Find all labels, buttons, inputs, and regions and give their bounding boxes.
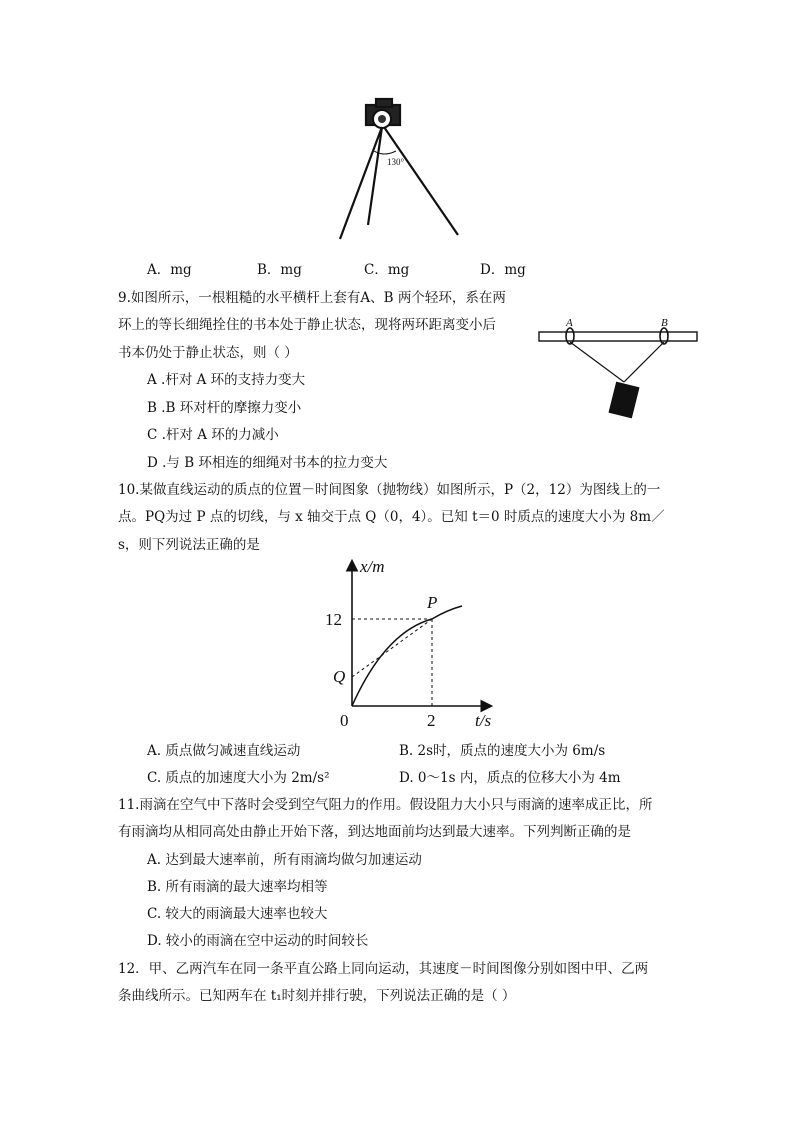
q11-option-d: D. 较小的雨滴在空中运动的时间较长 (147, 933, 369, 949)
q11-option-b: B. 所有雨滴的最大速率均相等 (147, 879, 328, 895)
tripod-figure (330, 95, 470, 245)
xt-graph-figure (325, 552, 505, 732)
q9-stem-line-2: 环上的等长细绳拴住的书本处于静止状态，现将两环距离变小后 (118, 317, 496, 333)
q12-stem-line-1: 12．甲、乙两汽车在同一条平直公路上同向运动，其速度－时间图像分别如图中甲、乙两 (118, 961, 649, 977)
q9-option-d: D .与 B 环相连的细绳对书本的拉力变大 (147, 455, 388, 471)
point-p-label: P (427, 593, 438, 612)
ring-b-label: B (661, 317, 668, 329)
tripod-angle-label: 130° (387, 157, 405, 167)
q11-stem-line-2: 有雨滴均从相同高处由静止开始下落，到达地面前均达到最大速率。下列判断正确的是 (118, 824, 631, 840)
y-axis-label: x/m (360, 557, 385, 576)
q12-stem-line-2: 条曲线所示。已知两车在 t₁时刻并排行驶，下列说法正确的是（ ） (118, 988, 516, 1004)
q9-stem-line-1: 9.如图所示，一根粗糙的水平横杆上套有A、B 两个轻环，系在两 (118, 290, 506, 306)
point-q-label: Q (333, 667, 346, 686)
q8-option-a: A．mg (147, 262, 192, 278)
x-axis-label: t/s (475, 711, 492, 730)
x-tick-2: 2 (427, 711, 436, 730)
y-tick-12: 12 (325, 610, 342, 629)
q10-option-c: C. 质点的加速度大小为 2m/s² (147, 770, 330, 786)
q10-stem-line-2: 点。PQ为过 P 点的切线，与 x 轴交于点 Q（0，4）。已知 t＝0 时质点的速度大小为 8m／ (118, 509, 665, 525)
tangent-pq (352, 619, 432, 677)
q11-option-c: C. 较大的雨滴最大速率也较大 (147, 906, 328, 922)
position-curve (352, 606, 462, 706)
ring-a-label: A (566, 317, 573, 329)
q9-option-a: A .杆对 A 环的支持力变大 (147, 372, 306, 388)
q10-option-d: D. 0～1s 内，质点的位移大小为 4m (399, 770, 621, 786)
q8-option-b: B．mg (257, 262, 302, 278)
q9-stem-line-3: 书本仍处于静止状态，则（ ） (118, 345, 298, 361)
q8-option-c: C．mg (364, 262, 410, 278)
q11-option-a: A. 达到最大速率前，所有雨滴均做匀加速运动 (147, 852, 422, 868)
q9-option-c: C .杆对 A 环的力减小 (147, 427, 279, 443)
q10-option-b: B. 2s时，质点的速度大小为 6m/s (399, 743, 606, 759)
q8-option-d: D．mg (480, 262, 526, 278)
rod-figure (536, 310, 700, 425)
q11-stem-line-1: 11.雨滴在空气中下落时会受到空气阻力的作用。假设阻力大小只与雨滴的速率成正比，所 (118, 797, 653, 813)
origin-label: 0 (340, 711, 349, 730)
q9-option-b: B .B 环对杆的摩擦力变小 (147, 400, 302, 416)
q10-stem-line-3: s，则下列说法正确的是 (118, 537, 260, 553)
q10-stem-line-1: 10.某做直线运动的质点的位置－时间图象（抛物线）如图所示，P（2，12）为图线上的一 (118, 482, 661, 498)
q10-option-a: A. 质点做匀减速直线运动 (147, 743, 301, 759)
